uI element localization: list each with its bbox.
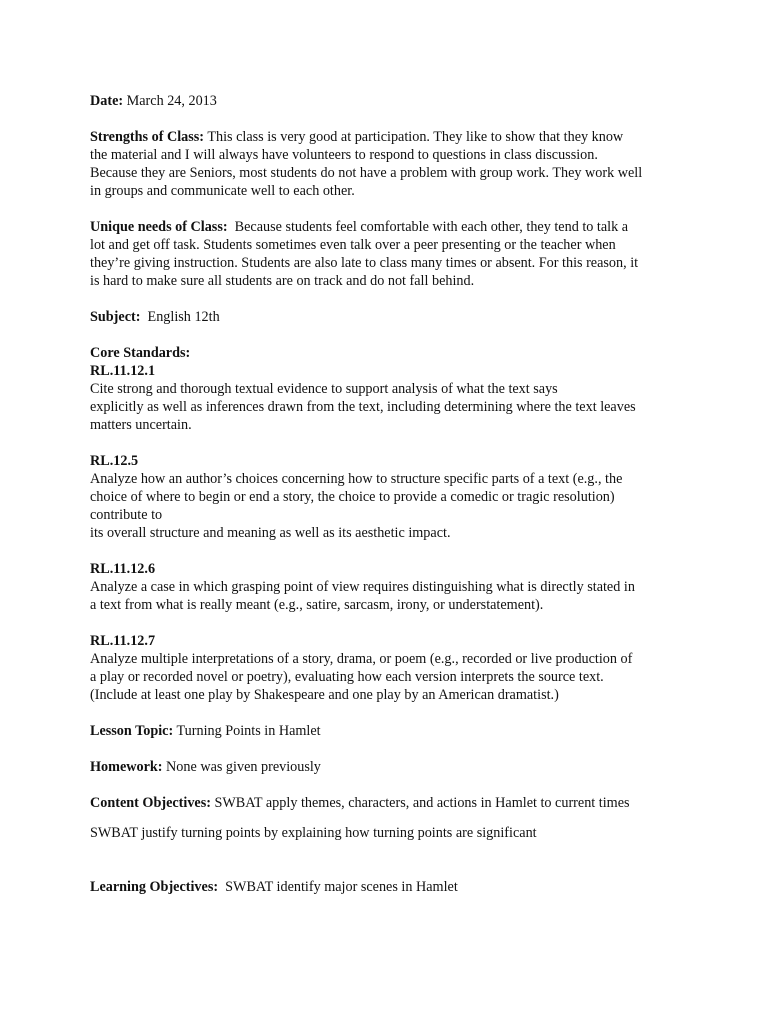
strengths-line-1 bbox=[90, 128, 690, 146]
unique-needs-label: Unique needs of Class: bbox=[90, 219, 228, 235]
date-field bbox=[90, 92, 690, 110]
core-standards-label: Core Standards: bbox=[90, 345, 191, 361]
standard-item bbox=[90, 362, 690, 434]
homework-value: None was given previously bbox=[166, 759, 321, 775]
unique-needs-line-2: lot and get off task. Students sometimes even talk over a peer presenting or the teacher when bbox=[90, 237, 616, 253]
standard-item bbox=[90, 632, 690, 704]
learning-objectives-field bbox=[90, 878, 690, 896]
standard-text-line: matters uncertain. bbox=[90, 417, 192, 433]
core-standards-section bbox=[90, 344, 690, 704]
standard-text-line: Analyze a case in which grasping point of view requires distinguishing what is directly stated in bbox=[90, 579, 635, 595]
date-value: March 24, 2013 bbox=[126, 93, 217, 109]
standard-code: RL.11.12.1 bbox=[90, 363, 156, 379]
unique-needs-line-3: they’re giving instruction. Students are also late to class many times or absent. For this reason, it bbox=[90, 255, 639, 271]
standard-text-line: Cite strong and thorough textual evidence to support analysis of what the text says bbox=[90, 381, 558, 397]
strengths-section bbox=[90, 128, 690, 200]
learning-objectives-value: SWBAT identify major scenes in Hamlet bbox=[225, 879, 458, 895]
standard-code: RL.11.12.6 bbox=[90, 561, 156, 577]
standard-text-line: explicitly as well as inferences drawn from the text, including determining where the text leaves bbox=[90, 399, 636, 415]
standard-text-line: (Include at least one play by Shakespeare and one play by an American dramatist.) bbox=[90, 687, 559, 703]
content-objectives-value: SWBAT apply themes, characters, and actions in Hamlet to current times bbox=[214, 795, 630, 811]
content-objectives-label: Content Objectives: bbox=[90, 795, 211, 811]
subject-value: English 12th bbox=[147, 309, 220, 325]
lesson-topic-field bbox=[90, 722, 690, 740]
standard-text-line: choice of where to begin or end a story, the choice to provide a comedic or tragic resolution) bbox=[90, 489, 615, 505]
standard-text-line: its overall structure and meaning as well as its aesthetic impact. bbox=[90, 525, 451, 541]
standard-text-line: Analyze how an author’s choices concerning how to structure specific parts of a text (e.g., the bbox=[90, 471, 623, 487]
lesson-plan-document bbox=[90, 92, 690, 896]
learning-objectives-label: Learning Objectives: bbox=[90, 879, 219, 895]
homework-field bbox=[90, 758, 690, 776]
strengths-line-2: the material and I will always have volunteers to respond to questions in class discussion. bbox=[90, 147, 598, 163]
lesson-topic-label: Lesson Topic: bbox=[90, 723, 174, 739]
strengths-label: Strengths of Class: bbox=[90, 129, 205, 145]
unique-needs-line-4: is hard to make sure all students are on track and do not fall behind. bbox=[90, 273, 475, 289]
lesson-topic-value: Turning Points in Hamlet bbox=[176, 723, 321, 739]
content-objectives-extra: SWBAT justify turning points by explaining how turning points are significant bbox=[90, 825, 537, 841]
standard-text-line: contribute to bbox=[90, 507, 163, 523]
standard-code: RL.12.5 bbox=[90, 453, 139, 469]
unique-needs-line-1 bbox=[90, 218, 690, 236]
unique-needs-text: Because students feel comfortable with each other, they tend to talk a bbox=[234, 219, 629, 235]
homework-label: Homework: bbox=[90, 759, 163, 775]
standard-code: RL.11.12.7 bbox=[90, 633, 156, 649]
content-objectives-field bbox=[90, 794, 690, 812]
standard-text-line: a play or recorded novel or poetry), evaluating how each version interprets the source text. bbox=[90, 669, 604, 685]
standard-text-line: Analyze multiple interpretations of a story, drama, or poem (e.g., recorded or live production of bbox=[90, 651, 633, 667]
strengths-text: This class is very good at participation. They like to show that they know bbox=[207, 129, 624, 145]
strengths-line-4: in groups and communicate well to each other. bbox=[90, 183, 355, 199]
subject-field bbox=[90, 308, 690, 326]
standard-item bbox=[90, 452, 690, 542]
standard-item bbox=[90, 560, 690, 614]
strengths-line-3: Because they are Seniors, most students do not have a problem with group work. They work well bbox=[90, 165, 643, 181]
subject-label: Subject: bbox=[90, 309, 141, 325]
standard-text-line: a text from what is really meant (e.g., satire, sarcasm, irony, or understatement). bbox=[90, 597, 544, 613]
date-label: Date: bbox=[90, 93, 124, 109]
unique-needs-section bbox=[90, 218, 690, 290]
